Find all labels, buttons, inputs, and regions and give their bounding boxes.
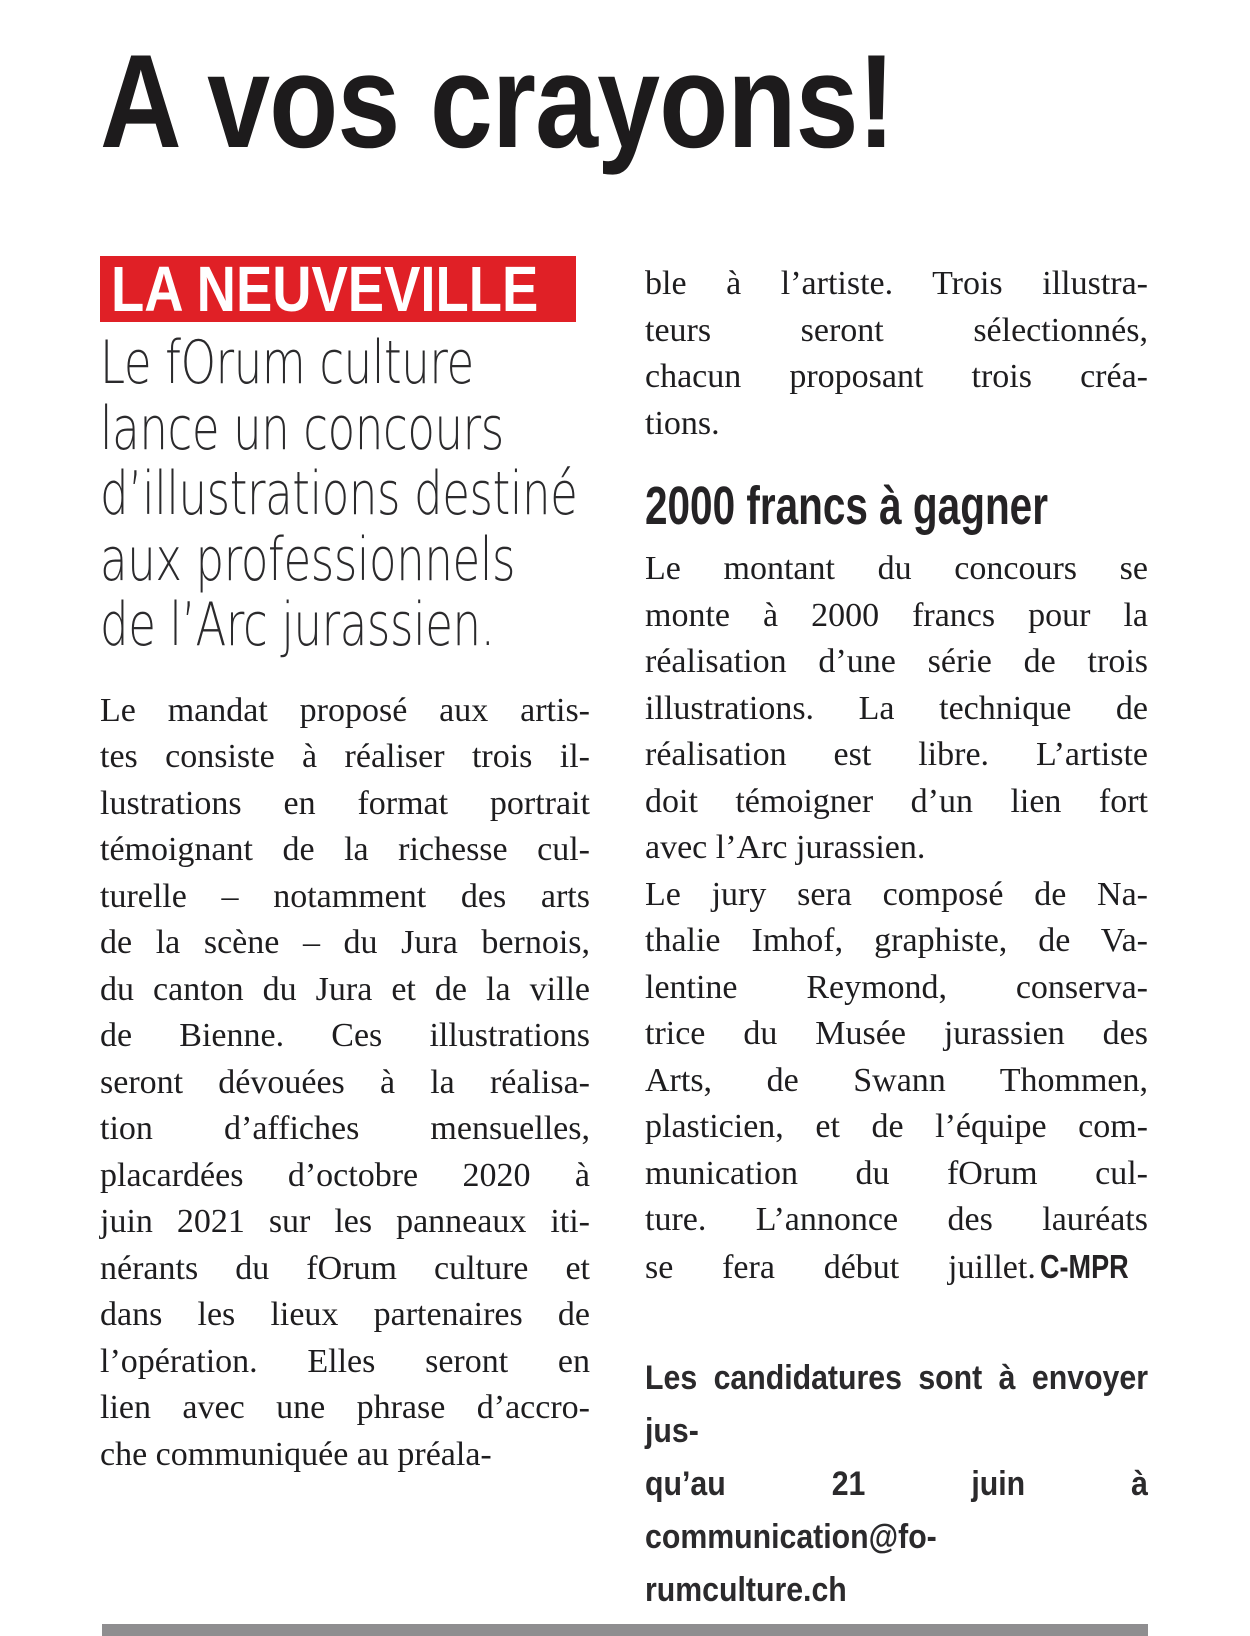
paragraph-closing-line (645, 1244, 1148, 1292)
text-line: turelle – notamment des arts (100, 877, 590, 915)
text-line: thalie Imhof, graphiste, de Va- (645, 922, 1148, 959)
text-line: Les candidatures sont à envoyer jus- (645, 1359, 1148, 1450)
text-line: Le jury sera composé de Na- (645, 875, 1148, 913)
text-line: l’opération. Elles seront en (100, 1342, 590, 1380)
location-tag (100, 253, 576, 325)
text-line: chacun proposant trois créa- (645, 358, 1148, 395)
text-line: du canton du Jura et de la ville (100, 970, 590, 1008)
text-line: ture. L’annonce des lauréats (645, 1201, 1148, 1238)
text-line: dans les lieux partenaires de (100, 1296, 590, 1333)
article-column-left (100, 253, 590, 1617)
text-line: ble à l’artiste. Trois illustra- (645, 265, 1148, 302)
contact-note-lines (645, 1352, 1148, 1617)
text-line: Le fOrum culture (100, 328, 474, 398)
article-lead (100, 328, 578, 660)
text-line: qu’au 21 juin à communication@fo- (645, 1465, 1148, 1556)
paragraph-continuation (645, 261, 1148, 447)
text-line: illustrations. La technique de (645, 689, 1148, 727)
text-line: Arts, de Swann Thommen, (645, 1061, 1148, 1099)
text-line: de l’Arc jurassien. (100, 590, 495, 660)
text-line: Le montant du concours se (645, 550, 1148, 587)
text-line: placardées d’octobre 2020 à (100, 1156, 590, 1194)
text-line: che communiquée au préala- (100, 1435, 492, 1473)
section-subhead (645, 476, 1148, 537)
text-line: munication du fOrum cul- (645, 1154, 1148, 1192)
text-line: seront dévouées à la réalisa- (100, 1063, 590, 1101)
contact-note (645, 1352, 1148, 1617)
text-line: réalisation est libre. L’artiste (645, 736, 1148, 773)
text-line: Le mandat proposé aux artis- (100, 691, 590, 729)
text-line: monte à 2000 francs pour la (645, 596, 1148, 634)
text-line: tion d’affiches mensuelles, (100, 1110, 590, 1147)
text-line: de Bienne. Ces illustrations (100, 1017, 590, 1054)
text-line: de la scène – du Jura bernois, (100, 924, 590, 961)
text-line: lien avec une phrase d’accro- (100, 1389, 590, 1426)
section-subhead-text: 2000 francs à gagner (645, 476, 1048, 536)
author-byline: C-MPR (1039, 1247, 1129, 1285)
bottom-divider-bar (102, 1624, 1148, 1636)
text-line: avec l’Arc jurassien. (645, 829, 926, 866)
text-line: nérants du fOrum culture et (100, 1249, 590, 1287)
text-line: d’illustrations destiné (100, 459, 578, 529)
text-line: lustrations en format portrait (100, 784, 590, 822)
paragraph-jury (645, 872, 1148, 1244)
article-title (100, 28, 1148, 176)
paragraph-prize (645, 546, 1148, 872)
text-line: juin 2021 sur les panneaux iti- (100, 1203, 590, 1240)
text-line: lentine Reymond, conserva- (645, 968, 1148, 1006)
text-line: plasticien, et de l’équipe com- (645, 1108, 1148, 1145)
article-columns (100, 253, 1148, 1617)
newspaper-page (0, 28, 1250, 1624)
text-line: doit témoigner d’un lien fort (645, 782, 1148, 820)
text-line: lance un concours (100, 393, 504, 464)
text-line: aux professionnels (100, 524, 516, 595)
text-line: rumculture.ch (645, 1571, 847, 1609)
paragraph-mandate (100, 688, 590, 1479)
text-line: tes consiste à réaliser trois il- (100, 738, 590, 775)
text-line: témoignant de la richesse cul- (100, 831, 590, 868)
location-tag-text: LA NEUVEVILLE (111, 253, 539, 325)
article-column-right (645, 256, 1148, 1617)
text-line: réalisation d’une série de trois (645, 643, 1148, 680)
closing-text: se fera début juillet. (645, 1248, 1036, 1286)
text-line: trice du Musée jurassien des (645, 1015, 1148, 1052)
text-line: teurs seront sélectionnés, (645, 311, 1148, 349)
article-title-text: A vos crayons! (100, 28, 895, 176)
text-line: tions. (645, 404, 720, 442)
